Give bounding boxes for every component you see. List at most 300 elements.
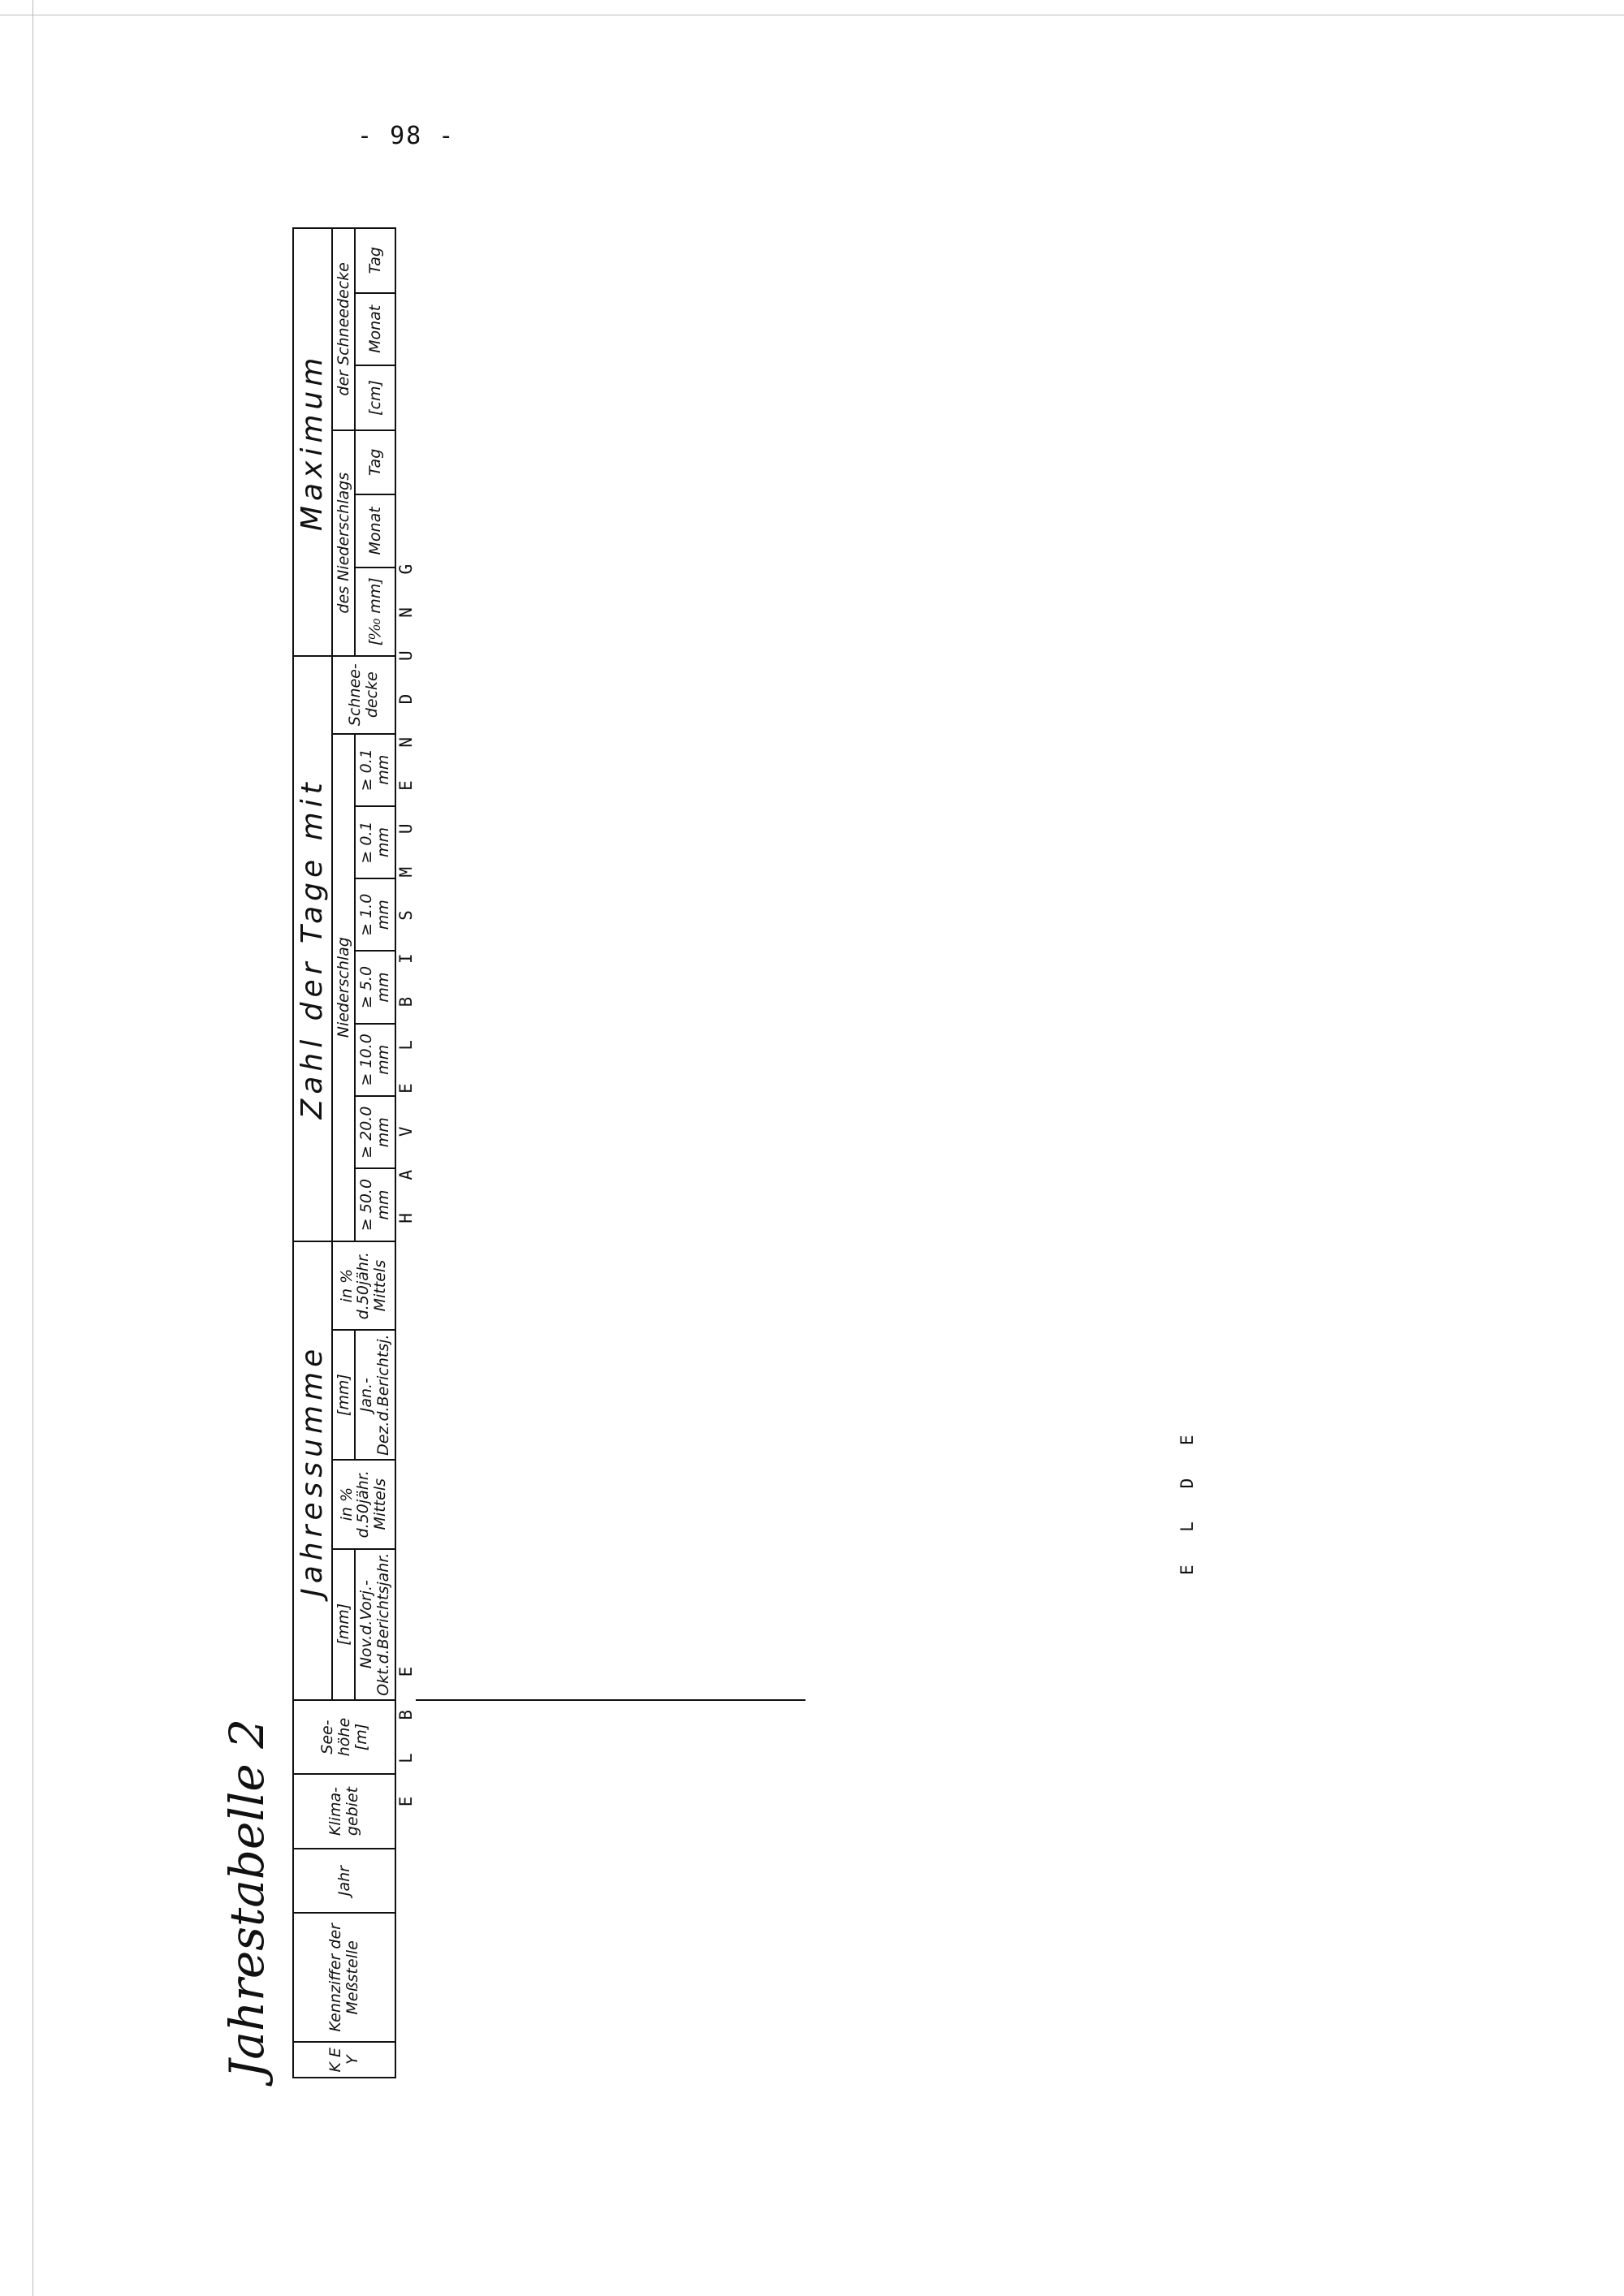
row-value-cell — [611, 293, 630, 366]
row-value-cell — [747, 568, 767, 656]
row-value-cell — [611, 1460, 630, 1549]
row-value-cell — [572, 430, 591, 494]
row-klima — [435, 1774, 455, 1849]
row-value-cell — [786, 734, 806, 806]
row-value-cell — [689, 1460, 708, 1549]
row-jahr — [747, 1849, 767, 1913]
row-seehoehe — [513, 1700, 533, 1774]
row-value-cell — [572, 1460, 591, 1549]
row-value-cell — [494, 1024, 513, 1096]
row-value-cell — [494, 1460, 513, 1549]
row-value-cell — [591, 1168, 611, 1241]
row-value-cell — [474, 878, 494, 951]
row-klima — [611, 1774, 630, 1849]
row-value-cell — [786, 1241, 806, 1331]
row-value-cell — [747, 1024, 767, 1096]
row-value-cell — [630, 293, 650, 366]
row-value-cell — [591, 878, 611, 951]
row-kennziffer — [494, 1913, 513, 2042]
row-value-cell — [728, 293, 747, 366]
row-value-cell — [630, 806, 650, 878]
row-value-cell — [630, 1330, 650, 1459]
row-key — [572, 2042, 591, 2078]
table-row — [630, 228, 650, 2078]
row-value-cell — [474, 365, 494, 430]
row-value-cell — [747, 878, 767, 951]
row-value-cell — [786, 1549, 806, 1700]
threshold-10-header: ≥ 10.0 mm — [355, 1024, 395, 1096]
row-value-cell — [708, 1241, 728, 1331]
row-value-cell — [708, 1549, 728, 1700]
row-value-cell — [513, 1096, 533, 1168]
section-row — [395, 228, 416, 2078]
table-row — [494, 228, 513, 2078]
row-seehoehe — [533, 1700, 552, 1774]
row-value-cell — [533, 430, 552, 494]
row-value-cell — [728, 430, 747, 494]
row-key — [786, 2042, 806, 2078]
row-value-cell — [572, 1096, 591, 1168]
row-value-cell — [591, 1549, 611, 1700]
pct-mm-header: [⁰⁄₀₀ mm] — [355, 568, 395, 656]
row-jahr — [728, 1849, 747, 1913]
rotated-table-page — [219, 227, 1372, 2078]
row-value-cell — [513, 1168, 533, 1241]
monat-header: Monat — [355, 494, 395, 568]
row-jahr — [689, 1849, 708, 1913]
row-value-cell — [455, 1549, 474, 1700]
row-value-cell — [630, 1024, 650, 1096]
threshold-1-header: ≥ 1.0 mm — [355, 878, 395, 951]
tag-header: Tag — [355, 228, 395, 293]
row-key — [630, 2042, 650, 2078]
row-value-cell — [611, 494, 630, 568]
row-kennziffer — [455, 1913, 474, 2042]
table-row — [513, 228, 533, 2078]
row-value-cell — [416, 228, 435, 293]
row-key — [591, 2042, 611, 2078]
row-value-cell — [416, 1549, 435, 1700]
row-key — [650, 2042, 669, 2078]
row-value-cell — [786, 430, 806, 494]
row-value-cell — [630, 430, 650, 494]
row-value-cell — [533, 878, 552, 951]
row-value-cell — [435, 1460, 455, 1549]
row-klima — [572, 1774, 591, 1849]
row-value-cell — [630, 228, 650, 293]
row-value-cell — [650, 1024, 669, 1096]
row-value-cell — [728, 951, 747, 1023]
row-value-cell — [494, 1096, 513, 1168]
row-value-cell — [708, 494, 728, 568]
row-value-cell — [591, 494, 611, 568]
row-value-cell — [786, 1024, 806, 1096]
table-row — [552, 228, 572, 2078]
row-value-cell — [416, 656, 435, 734]
row-value-cell — [747, 1330, 767, 1459]
row-kennziffer — [533, 1913, 552, 2042]
row-value-cell — [669, 293, 689, 366]
row-value-cell — [689, 951, 708, 1023]
klima-header: Klima-gebiet — [293, 1774, 395, 1849]
row-key — [513, 2042, 533, 2078]
pct-header: in % d.50jähr. Mittels — [332, 1460, 396, 1549]
row-value-cell — [669, 1024, 689, 1096]
row-value-cell — [747, 951, 767, 1023]
row-kennziffer — [650, 1913, 669, 2042]
row-value-cell — [474, 1024, 494, 1096]
table-row — [728, 228, 747, 2078]
row-value-cell — [767, 494, 786, 568]
row-value-cell — [435, 1024, 455, 1096]
row-value-cell — [747, 656, 767, 734]
kennziffer-header: Kennziffer der Meßstelle — [293, 1913, 395, 2042]
row-value-cell — [747, 1460, 767, 1549]
row-value-cell — [747, 1241, 767, 1331]
row-value-cell — [669, 1096, 689, 1168]
page-title: Jahrestabelle 2 — [219, 1718, 274, 2078]
row-klima — [650, 1774, 669, 1849]
row-value-cell — [591, 568, 611, 656]
row-jahr — [767, 1849, 786, 1913]
table-row — [455, 228, 474, 2078]
row-value-cell — [630, 734, 650, 806]
row-key — [689, 2042, 708, 2078]
row-value-cell — [728, 228, 747, 293]
row-value-cell — [689, 806, 708, 878]
row-value-cell — [786, 568, 806, 656]
row-value-cell — [650, 1168, 669, 1241]
row-value-cell — [572, 365, 591, 430]
row-value-cell — [494, 656, 513, 734]
row-jahr — [630, 1849, 650, 1913]
row-jahr — [513, 1849, 533, 1913]
der-schneedecke-header: der Schneedecke — [332, 228, 356, 430]
row-value-cell — [708, 1168, 728, 1241]
row-value-cell — [572, 806, 591, 878]
row-value-cell — [747, 293, 767, 366]
row-value-cell — [591, 951, 611, 1023]
row-value-cell — [494, 1549, 513, 1700]
row-value-cell — [747, 228, 767, 293]
row-value-cell — [689, 1024, 708, 1096]
row-kennziffer — [786, 1913, 806, 2042]
row-value-cell — [513, 1460, 533, 1549]
row-seehoehe — [786, 1700, 806, 1774]
row-value-cell — [650, 656, 669, 734]
jahressumme-header: Jahressumme — [293, 1241, 332, 1700]
row-value-cell — [533, 1096, 552, 1168]
row-seehoehe — [708, 1700, 728, 1774]
row-key — [728, 2042, 747, 2078]
row-value-cell — [552, 1549, 572, 1700]
row-value-cell — [650, 228, 669, 293]
row-value-cell — [689, 494, 708, 568]
row-key — [552, 2042, 572, 2078]
row-key — [533, 2042, 552, 2078]
row-value-cell — [533, 1460, 552, 1549]
row-value-cell — [630, 951, 650, 1023]
row-value-cell — [572, 878, 591, 951]
threshold-01-header: ≥ 0.1 mm — [355, 806, 395, 878]
row-key — [669, 2042, 689, 2078]
row-value-cell — [591, 806, 611, 878]
mm-header: [mm] — [332, 1330, 356, 1459]
threshold-50-header: ≥ 50.0 mm — [355, 1168, 395, 1241]
row-value-cell — [650, 806, 669, 878]
row-value-cell — [708, 1460, 728, 1549]
row-value-cell — [786, 951, 806, 1023]
row-seehoehe — [611, 1700, 630, 1774]
row-value-cell — [591, 1241, 611, 1331]
row-value-cell — [513, 1241, 533, 1331]
row-value-cell — [689, 1549, 708, 1700]
row-value-cell — [767, 656, 786, 734]
row-value-cell — [416, 568, 435, 656]
row-value-cell — [455, 228, 474, 293]
row-value-cell — [767, 228, 786, 293]
row-value-cell — [572, 568, 591, 656]
row-value-cell — [572, 1330, 591, 1459]
row-value-cell — [611, 365, 630, 430]
row-value-cell — [591, 365, 611, 430]
row-value-cell — [416, 1168, 435, 1241]
row-key — [747, 2042, 767, 2078]
row-value-cell — [630, 1241, 650, 1331]
row-value-cell — [630, 1549, 650, 1700]
row-kennziffer — [747, 1913, 767, 2042]
row-value-cell — [494, 293, 513, 366]
row-value-cell — [689, 1168, 708, 1241]
row-value-cell — [533, 228, 552, 293]
row-value-cell — [747, 365, 767, 430]
row-value-cell — [767, 1168, 786, 1241]
des-niederschlags-header: des Niederschlags — [332, 430, 356, 656]
row-seehoehe — [455, 1700, 474, 1774]
row-value-cell — [767, 951, 786, 1023]
row-value-cell — [533, 365, 552, 430]
row-klima — [455, 1774, 474, 1849]
scan-edge-line — [32, 0, 33, 2296]
tag-header: Tag — [355, 430, 395, 494]
row-key — [708, 2042, 728, 2078]
row-seehoehe — [435, 1700, 455, 1774]
row-value-cell — [435, 494, 455, 568]
row-seehoehe — [552, 1700, 572, 1774]
row-value-cell — [786, 1168, 806, 1241]
row-value-cell — [533, 1241, 552, 1331]
row-value-cell — [767, 806, 786, 878]
row-value-cell — [435, 806, 455, 878]
row-value-cell — [767, 430, 786, 494]
row-value-cell — [572, 228, 591, 293]
row-value-cell — [552, 1168, 572, 1241]
niederschlag-header: Niederschlag — [332, 734, 356, 1241]
row-value-cell — [669, 734, 689, 806]
row-value-cell — [689, 656, 708, 734]
row-value-cell — [650, 365, 669, 430]
row-value-cell — [611, 1241, 630, 1331]
row-value-cell — [513, 878, 533, 951]
row-value-cell — [455, 430, 474, 494]
jahr-header: Jahr — [293, 1849, 395, 1913]
row-value-cell — [630, 1096, 650, 1168]
row-seehoehe — [650, 1700, 669, 1774]
row-value-cell — [416, 494, 435, 568]
table-row — [669, 228, 689, 2078]
row-value-cell — [572, 1024, 591, 1096]
row-value-cell — [435, 1241, 455, 1331]
row-value-cell — [416, 365, 435, 430]
threshold-20-header: ≥ 20.0 mm — [355, 1096, 395, 1168]
row-klima — [689, 1774, 708, 1849]
row-klima — [747, 1774, 767, 1849]
row-value-cell — [591, 1024, 611, 1096]
row-value-cell — [611, 1024, 630, 1096]
row-value-cell — [767, 568, 786, 656]
row-value-cell — [650, 1549, 669, 1700]
row-value-cell — [552, 568, 572, 656]
row-value-cell — [455, 1168, 474, 1241]
row-value-cell — [689, 1096, 708, 1168]
cm-header: [cm] — [355, 365, 395, 430]
row-jahr — [786, 1849, 806, 1913]
row-value-cell — [513, 293, 533, 366]
row-klima — [494, 1774, 513, 1849]
zahl-tage-header: Zahl der Tage mit — [293, 656, 332, 1241]
row-value-cell — [494, 806, 513, 878]
row-value-cell — [455, 1096, 474, 1168]
row-value-cell — [591, 293, 611, 366]
row-value-cell — [572, 293, 591, 366]
row-kennziffer — [728, 1913, 747, 2042]
row-value-cell — [591, 1330, 611, 1459]
row-klima — [552, 1774, 572, 1849]
monat-header: Monat — [355, 293, 395, 366]
row-value-cell — [455, 878, 474, 951]
mm-header: [mm] — [332, 1549, 356, 1700]
table-row — [611, 228, 630, 2078]
row-value-cell — [611, 1549, 630, 1700]
row-value-cell — [650, 293, 669, 366]
row-seehoehe — [591, 1700, 611, 1774]
row-value-cell — [455, 365, 474, 430]
row-value-cell — [552, 1096, 572, 1168]
row-value-cell — [513, 1024, 533, 1096]
row-value-cell — [689, 734, 708, 806]
row-value-cell — [572, 656, 591, 734]
row-klima — [416, 1774, 435, 1849]
row-value-cell — [689, 430, 708, 494]
row-value-cell — [416, 951, 435, 1023]
row-value-cell — [650, 1460, 669, 1549]
row-value-cell — [572, 951, 591, 1023]
row-value-cell — [474, 1241, 494, 1331]
row-value-cell — [689, 228, 708, 293]
row-value-cell — [650, 1096, 669, 1168]
row-value-cell — [611, 1096, 630, 1168]
row-value-cell — [650, 878, 669, 951]
row-value-cell — [786, 1096, 806, 1168]
row-value-cell — [747, 806, 767, 878]
table-row — [747, 228, 767, 2078]
row-value-cell — [728, 1096, 747, 1168]
row-value-cell — [767, 365, 786, 430]
row-value-cell — [669, 1168, 689, 1241]
row-value-cell — [513, 1330, 533, 1459]
row-value-cell — [494, 1330, 513, 1459]
row-value-cell — [669, 228, 689, 293]
row-value-cell — [669, 878, 689, 951]
row-value-cell — [669, 430, 689, 494]
row-value-cell — [416, 430, 435, 494]
table-row — [786, 228, 806, 2078]
row-value-cell — [728, 1549, 747, 1700]
row-value-cell — [435, 1330, 455, 1459]
row-value-cell — [708, 1096, 728, 1168]
table-row — [435, 228, 455, 2078]
table-row — [767, 228, 786, 2078]
row-value-cell — [474, 430, 494, 494]
row-value-cell — [474, 1549, 494, 1700]
row-kennziffer — [513, 1913, 533, 2042]
row-value-cell — [767, 1330, 786, 1459]
row-value-cell — [513, 365, 533, 430]
threshold-001-header: ≥ 0.1 mm — [355, 734, 395, 806]
row-value-cell — [728, 568, 747, 656]
row-value-cell — [786, 1460, 806, 1549]
row-klima — [669, 1774, 689, 1849]
row-value-cell — [513, 734, 533, 806]
row-jahr — [572, 1849, 591, 1913]
row-jahr — [611, 1849, 630, 1913]
row-value-cell — [767, 734, 786, 806]
row-value-cell — [611, 806, 630, 878]
row-value-cell — [494, 878, 513, 951]
row-jahr — [650, 1849, 669, 1913]
row-value-cell — [669, 806, 689, 878]
row-value-cell — [552, 951, 572, 1023]
row-value-cell — [708, 430, 728, 494]
row-value-cell — [552, 430, 572, 494]
row-value-cell — [533, 1024, 552, 1096]
row-value-cell — [786, 365, 806, 430]
row-value-cell — [708, 228, 728, 293]
row-value-cell — [474, 1168, 494, 1241]
row-value-cell — [474, 1096, 494, 1168]
row-value-cell — [435, 1168, 455, 1241]
row-value-cell — [669, 951, 689, 1023]
row-value-cell — [533, 494, 552, 568]
row-value-cell — [689, 568, 708, 656]
table-row — [533, 228, 552, 2078]
table-row — [591, 228, 611, 2078]
row-value-cell — [474, 293, 494, 366]
key-header: K E Y — [293, 2042, 395, 2078]
row-value-cell — [728, 494, 747, 568]
row-klima — [591, 1774, 611, 1849]
row-value-cell — [786, 878, 806, 951]
row-kennziffer — [611, 1913, 630, 2042]
row-value-cell — [669, 1549, 689, 1700]
row-value-cell — [552, 878, 572, 951]
row-value-cell — [416, 734, 435, 806]
row-value-cell — [611, 1330, 630, 1459]
row-value-cell — [708, 568, 728, 656]
row-key — [416, 2042, 435, 2078]
row-value-cell — [611, 430, 630, 494]
row-kennziffer — [708, 1913, 728, 2042]
